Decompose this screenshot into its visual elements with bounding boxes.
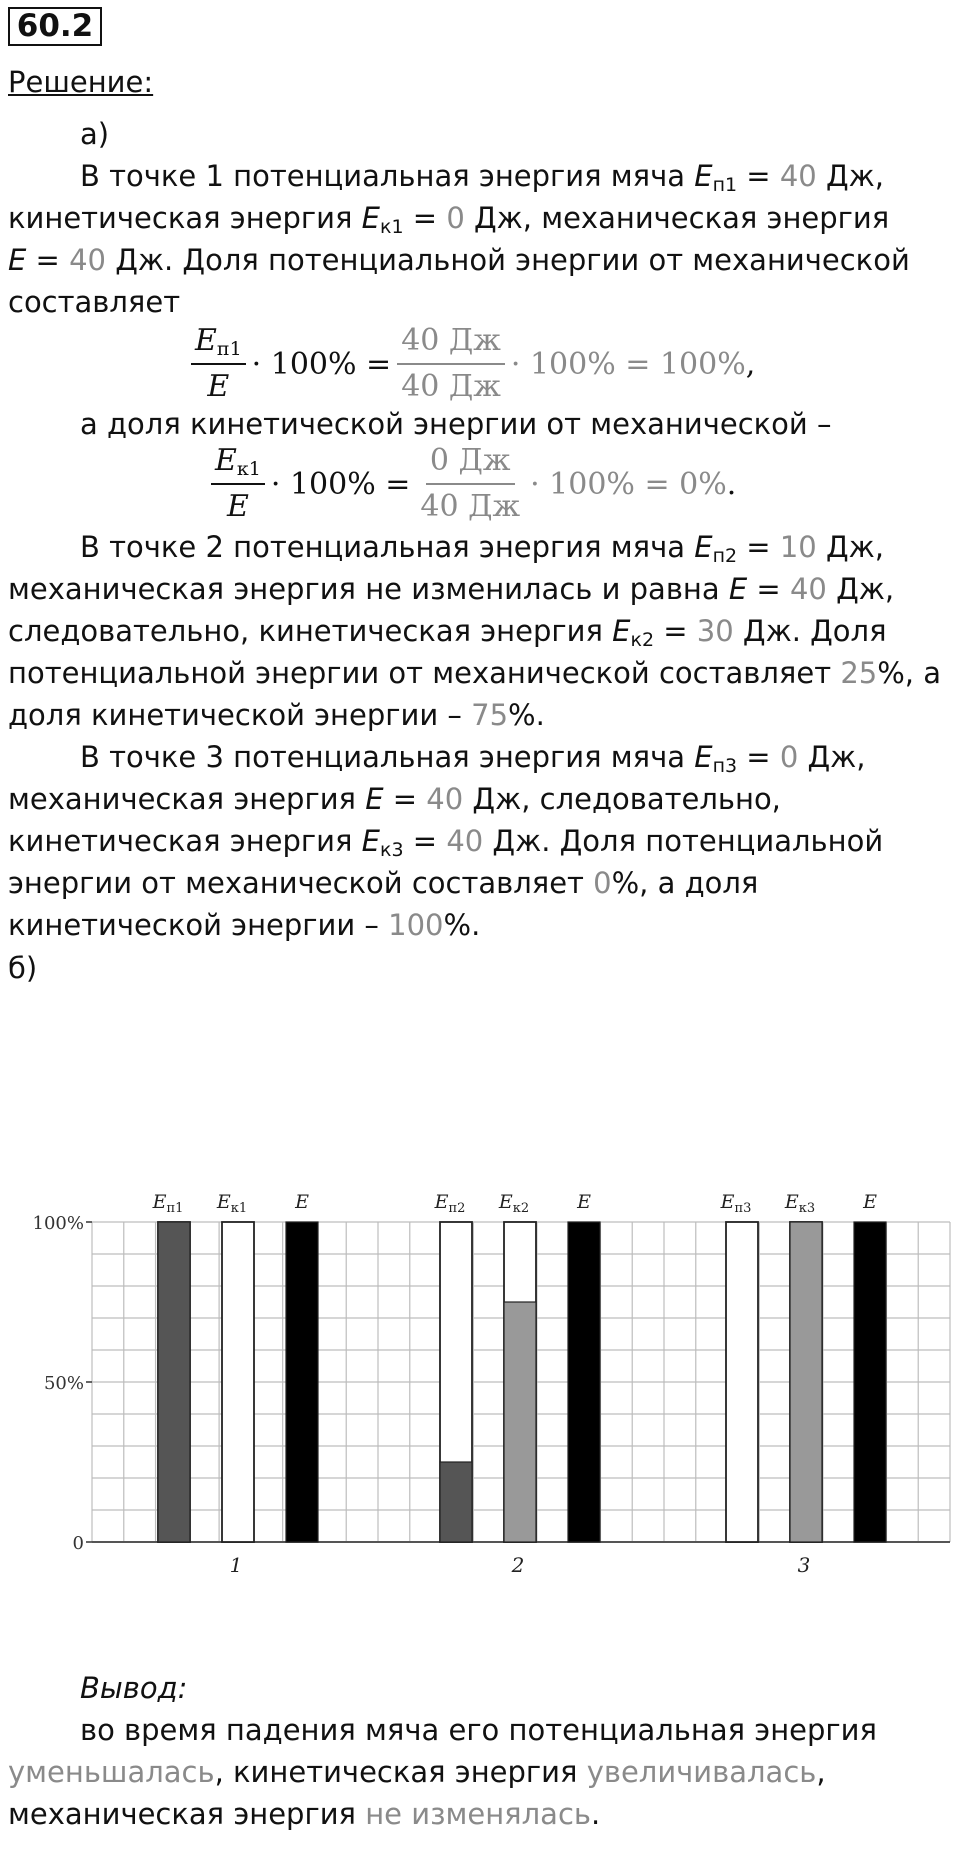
point3-line3: кинетическая энергия $E_{к3} = 40$ Дж. Доля потенциальной [8,824,884,861]
conclusion-title: Вывод: [80,1671,188,1705]
point2-line5: доля кинетической энергии – 75%. [8,698,545,732]
solution-label: Решение: [8,65,154,99]
bar-п2-group-2 [440,1462,472,1542]
point2-line1: В точке 2 потенциальная энергия мяча $E_{п2} = 10$ Дж, [80,530,884,567]
point2-line2: механическая энергия не изменилась и равна E = 40 Дж, [8,572,895,606]
point2-line3: следовательно, кинетическая энергия $E_{к2} = 30$ Дж. Доля [8,614,887,651]
bar-label: E [863,1191,877,1213]
kinetic-share-intro: а доля кинетической энергии от механической – [80,407,832,441]
bar-label: E [295,1191,309,1213]
part-a-label: а) [80,117,110,151]
group-label: 2 [511,1553,525,1577]
y-tick-label: 50% [43,1373,84,1394]
point1-line3: E = 40 Дж. Доля потенциальной энергии от механической [8,243,910,277]
bar-п1-group-1 [158,1222,190,1542]
bar-label: $E_{п2}$ [434,1191,466,1216]
point2-line4: потенциальной энергии от механической составляет 25%, а [8,656,941,690]
bar-outline [726,1222,758,1542]
bar-total-group-2 [568,1222,600,1542]
bar-label: $E_{к3}$ [784,1191,816,1216]
point1-line2: кинетическая энергия $E_{к1} = 0$ Дж, механическая энергия [8,201,890,238]
point3-line2: механическая энергия E = 40 Дж, следовательно, [8,782,781,816]
bar-total-group-3 [854,1222,886,1542]
formula-kinetic-share: $\frac{E_{к1}}{E}$ · 100% = $\frac{0 Дж}{40 Дж}$ · 100% = 0% . [205,442,736,526]
point1-line4: составляет [8,285,181,319]
bar-к3-group-3 [790,1222,822,1542]
point3-line4: энергии от механической составляет 0%, а доля [8,866,759,900]
bar-label: $E_{к2}$ [498,1191,530,1216]
part-b-label: б) [8,951,38,985]
formula-potential-share: $\frac{E_{п1}}{E}$ · 100% = $\frac{40 Дж}{40 Дж}$ · 100% = 100% , [185,322,755,406]
bar-к2-group-2 [504,1302,536,1542]
group-label: 1 [229,1553,243,1577]
conclusion-line3: механическая энергия не изменялась. [8,1797,601,1831]
point3-line1: В точке 3 потенциальная энергия мяча $E_{п3} = 0$ Дж, [80,740,866,777]
conclusion-line2: уменьшалась, кинетическая энергия увеличивалась, [8,1755,826,1789]
bar-label: E [577,1191,591,1213]
group-label: 3 [797,1553,811,1577]
bar-label: $E_{п3}$ [720,1191,752,1216]
bar-label: $E_{п1}$ [152,1191,184,1216]
point3-line5: кинетической энергии – 100%. [8,908,481,942]
bar-outline [222,1222,254,1542]
y-tick-label: 0 [72,1533,84,1554]
conclusion-line1: во время падения мяча его потенциальная энергия [80,1713,877,1747]
bar-total-group-1 [286,1222,318,1542]
problem-number: 60.2 [8,7,102,46]
point1-line1: В точке 1 потенциальная энергия мяча $E_{п1} = 40$ Дж, [80,159,884,196]
y-tick-label: 100% [32,1213,84,1234]
energy-bar-chart [0,1170,960,1590]
bar-label: $E_{к1}$ [216,1191,248,1216]
